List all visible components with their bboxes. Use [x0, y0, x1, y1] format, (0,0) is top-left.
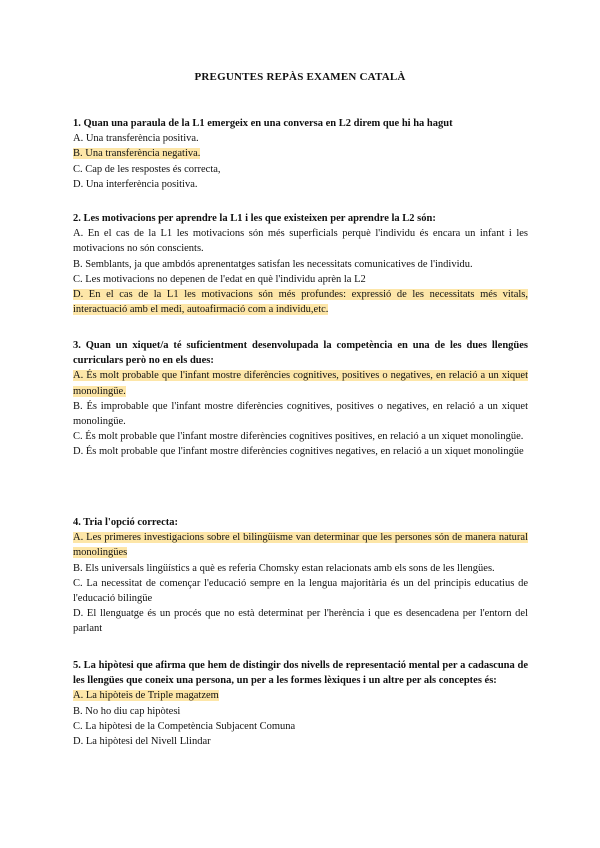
- option-c: C. La necessitat de començar l'educació sempre en la lengua majoritària és un del principis educatius de l'educació bilingüe: [73, 577, 528, 605]
- option-c: C. Les motivacions no depenen de l'edat en què l'individu aprèn la L2: [73, 273, 366, 285]
- option-a-highlighted: A. És molt probable que l'infant mostre diferències cognitives, positives o negatives, en relació a un xiquet monolingüe.: [73, 370, 528, 397]
- option-b: B. Semblants, ja que ambdós aprenentatges satisfan les necessitats comunicatives de l'individu.: [73, 258, 473, 270]
- option-d: D. El llenguatge és un procés que no està determinat per l'herència i que es desencadena per l'entorn del parlant: [73, 608, 528, 635]
- option-a: A. En el cas de la L1 les motivacions són més superficials perquè l'individu és encara un infant i les motivacions no són conscients.: [73, 228, 528, 255]
- question-title: 4. Tria l'opció correcta:: [73, 517, 178, 528]
- page-title: PREGUNTES REPÀS EXAMEN CATALÀ: [194, 71, 406, 83]
- option-d: D. La hipòtesi del Nivell Llindar: [73, 736, 211, 748]
- option-b: B. És improbable que l'infant mostre diferències cognitives, positives o negatives, en relació a un xiquet monolingüe.: [73, 400, 528, 428]
- option-b-highlighted: B. Una transferència negativa.: [73, 148, 201, 160]
- option-b: B. No ho diu cap hipòtesi: [73, 705, 181, 717]
- question-2: [73, 211, 528, 317]
- option-a: A. Una transferència positiva.: [73, 133, 199, 145]
- option-a-highlighted: A. La hipòteis de Triple magatzem: [73, 690, 219, 702]
- question-title: 3. Quan un xiquet/a té suficientment desenvolupada la competència en una de les dues llengües curriculars però no en els dues:: [73, 340, 528, 367]
- option-c: C. Cap de les respostes és correcta,: [73, 163, 221, 175]
- option-d-highlighted: D. En el cas de la L1 les motivacions són més profundes: expressió de les necessitats més vitals, interactuació amb el medi, autoafirmació com a individu,etc.: [73, 289, 528, 316]
- option-b: B. Els universals lingüístics a què es referia Chomsky estan relacionats amb els sons de les llengües.: [73, 562, 495, 574]
- question-title: 2. Les motivacions per aprendre la L1 i les que existeixen per aprendre la L2 són:: [73, 213, 436, 224]
- question-4: [73, 515, 528, 637]
- question-title: 5. La hipòtesi que afirma que hem de distingir dos nivells de representació mental per a cadascuna de les llengües que coneix una persona, un per a les formes lèxiques i un altre per als conceptes és:: [73, 660, 528, 687]
- option-c: C. És molt probable que l'infant mostre diferències cognitives positives, en relació a un xiquet monolingüe.: [73, 431, 524, 443]
- option-c: C. La hipòtesi de la Competència Subjacent Comuna: [73, 720, 296, 732]
- option-d: D. Una interferència positiva.: [73, 178, 198, 190]
- option-a-highlighted: A. Les primeres investigacions sobre el bilingüisme van determinar que les persones són de manera natural monolingües: [73, 532, 528, 559]
- question-1: [73, 116, 528, 192]
- question-3: [73, 338, 528, 460]
- option-d: D. És molt probable que l'infant mostre diferències cognitives negatives, en relació a un xiquet monolingüe: [73, 446, 524, 458]
- question-5: [73, 658, 528, 749]
- question-title: 1. Quan una paraula de la L1 emergeix en una conversa en L2 direm que hi ha hagut: [73, 118, 453, 129]
